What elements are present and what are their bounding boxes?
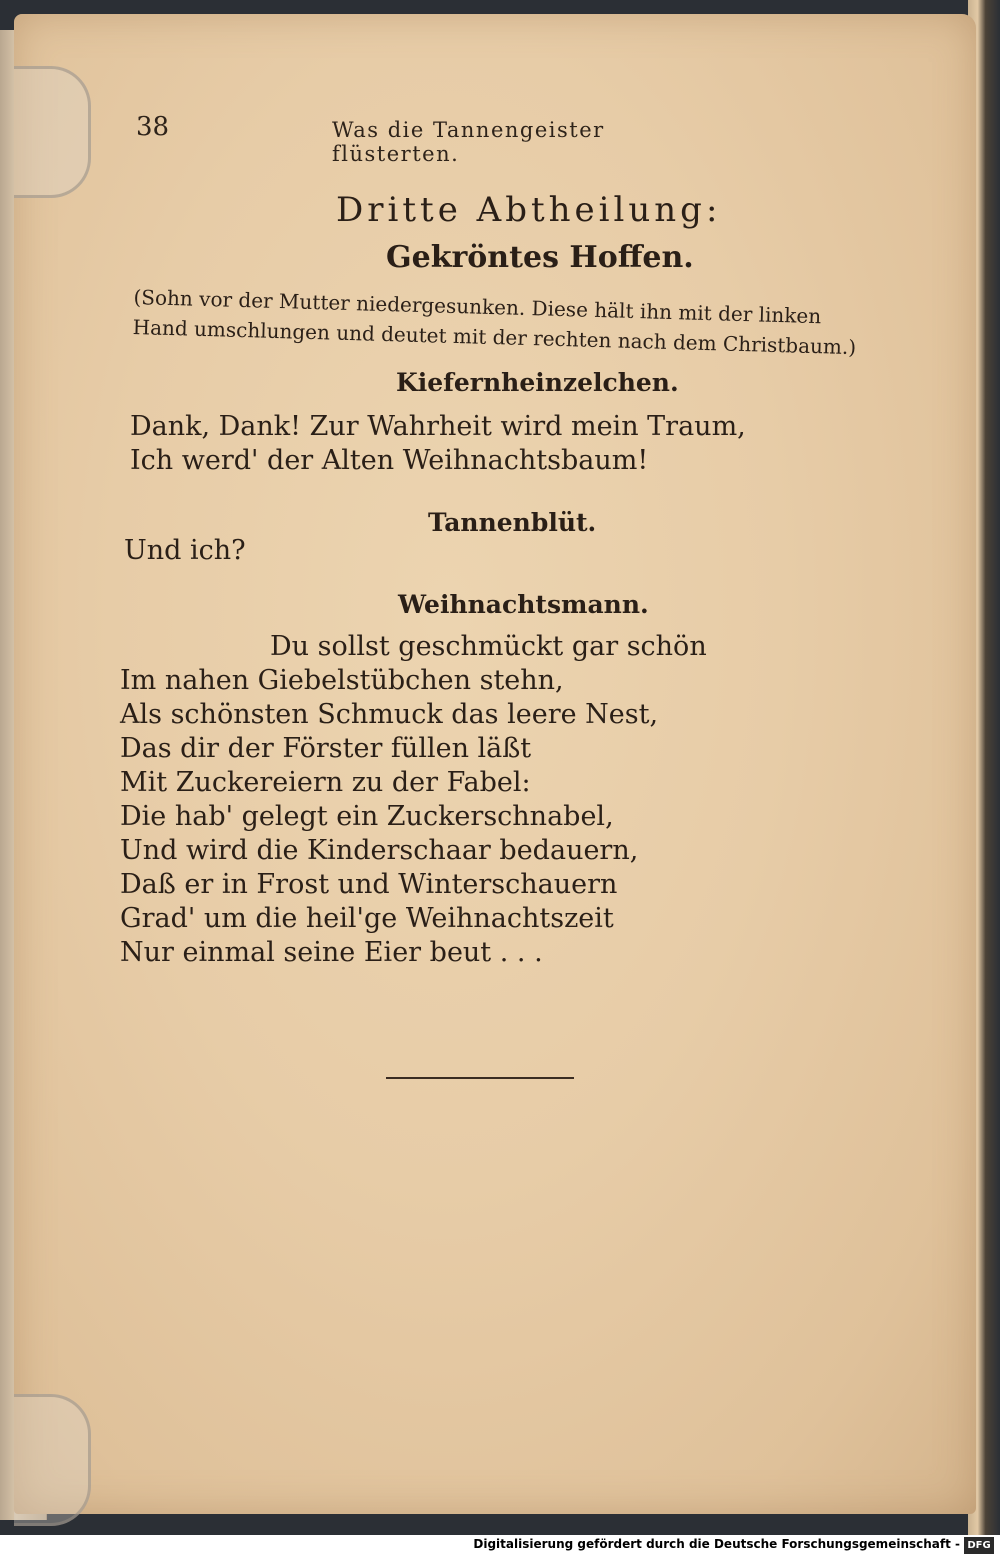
funding-credit: Digitalisierung gefördert durch die Deutsche Forschungsgemeinschaft - bbox=[473, 1537, 960, 1551]
speaker-tannenbluet: Tannenblüt. bbox=[428, 508, 597, 537]
verse-block-kiefernheinzelchen bbox=[130, 410, 746, 478]
section-title: Gekröntes Hoffen. bbox=[386, 240, 694, 275]
verse-line: Grad' um die heil'ge Weihnachtszeit bbox=[120, 903, 614, 934]
verse-line: Und wird die Kinderschaar bedauern, bbox=[120, 835, 639, 866]
footer-bar bbox=[0, 1535, 1000, 1557]
speaker-kiefernheinzelchen: Kiefernheinzelchen. bbox=[396, 368, 679, 397]
verse-block-tannenbluet bbox=[124, 534, 246, 568]
page-header bbox=[134, 112, 734, 166]
dfg-logo: DFG bbox=[964, 1537, 994, 1554]
verse-line: Als schönsten Schmuck das leere Nest, bbox=[120, 699, 659, 730]
verse-line: Mit Zuckereiern zu der Fabel: bbox=[120, 767, 531, 798]
verse-line: Ich werd' der Alten Weihnachtsbaum! bbox=[130, 445, 649, 476]
verse-line: Die hab' gelegt ein Zuckerschnabel, bbox=[120, 801, 614, 832]
verse-line: Das dir der Förster füllen läßt bbox=[120, 733, 532, 764]
verse-line: Daß er in Frost und Winterschauern bbox=[120, 869, 618, 900]
end-rule bbox=[386, 1077, 574, 1079]
verse-line: Dank, Dank! Zur Wahrheit wird mein Traum, bbox=[130, 411, 746, 442]
page-clip-bottom bbox=[14, 1394, 91, 1526]
verse-line: Und ich? bbox=[124, 535, 246, 566]
stage-direction: (Sohn vor der Mutter niedergesunken. Diese hält ihn mit der linken Hand umschlungen und deutet mit der rechten nach dem Christbaum.) bbox=[132, 284, 857, 360]
verse-line: Du sollst geschmückt gar schön bbox=[270, 631, 707, 662]
verse-line: Nur einmal seine Eier beut . . . bbox=[120, 937, 543, 968]
speaker-weihnachtsmann: Weihnachtsmann. bbox=[398, 590, 649, 619]
page-number: 38 bbox=[136, 112, 170, 142]
verse-line: Im nahen Giebelstübchen stehn, bbox=[120, 665, 564, 696]
page-clip-top bbox=[14, 66, 91, 198]
verse-block-weihnachtsmann bbox=[120, 630, 707, 970]
section-heading: Dritte Abtheilung: bbox=[336, 190, 722, 230]
running-title: Was die Tannengeister flüsterten. bbox=[332, 118, 605, 166]
